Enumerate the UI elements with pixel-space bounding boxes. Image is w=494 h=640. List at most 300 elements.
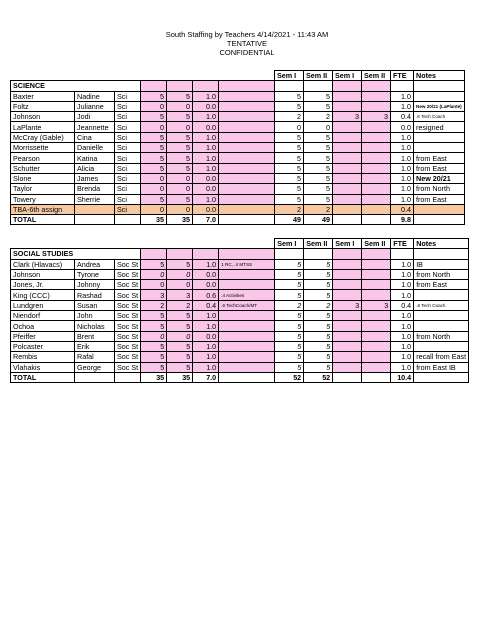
current-note: 1 RC, .4 MTSS	[219, 259, 275, 269]
sem2-new: 5	[304, 153, 333, 163]
last-name: Morrissette	[11, 143, 75, 153]
sem1-other	[333, 269, 362, 279]
fte-current: 1.0	[193, 153, 219, 163]
section-title: SCIENCE	[11, 81, 141, 91]
first-name: Johnny	[75, 280, 115, 290]
sem2-new: 5	[304, 341, 333, 351]
sem1-other	[333, 362, 362, 372]
notes-cell: from North	[414, 331, 469, 341]
fte-current: 0.0	[193, 280, 219, 290]
table-row	[11, 91, 465, 101]
notes-cell	[414, 290, 469, 300]
notes-cell	[414, 341, 469, 351]
sem2-other	[362, 321, 391, 331]
sem1-classes: 5	[141, 321, 167, 331]
current-note	[219, 184, 275, 194]
sem2-classes: 5	[167, 132, 193, 142]
sem2-other	[362, 362, 391, 372]
fte-value: 1.0	[391, 163, 414, 173]
sem1-new: 5	[275, 331, 304, 341]
sem2-other	[362, 91, 391, 101]
fte-current: 1.0	[193, 132, 219, 142]
sem2-other	[362, 163, 391, 173]
science-table	[10, 70, 465, 225]
sem2-new: 2	[304, 112, 333, 122]
current-note	[219, 194, 275, 204]
sem1-new: 5	[275, 173, 304, 183]
last-name: Niendorf	[11, 311, 75, 321]
pink-cell	[141, 81, 167, 91]
section-title: SOCIAL STUDIES	[11, 249, 141, 259]
current-note	[219, 163, 275, 173]
column-header-row	[11, 71, 465, 81]
last-name: LaPlante	[11, 122, 75, 132]
last-name: Rembis	[11, 352, 75, 362]
pink-cell	[167, 81, 193, 91]
column-header: Notes	[414, 239, 469, 249]
table-row	[11, 101, 465, 111]
pink-cell	[333, 81, 362, 91]
sem1-other	[333, 204, 362, 214]
total-sem2-new: 49	[304, 215, 333, 225]
section-title-row	[11, 81, 465, 91]
fte-value: 1.0	[391, 194, 414, 204]
fte-current: 1.0	[193, 143, 219, 153]
sem2-other	[362, 311, 391, 321]
column-header: FTE	[391, 71, 414, 81]
fte-current: 0.0	[193, 331, 219, 341]
table-row	[11, 280, 469, 290]
sem2-classes: 5	[167, 362, 193, 372]
first-name: Nadine	[75, 91, 115, 101]
fte-value: 1.0	[391, 311, 414, 321]
sem2-new: 0	[304, 122, 333, 132]
sem1-new: 5	[275, 143, 304, 153]
sem1-new: 5	[275, 311, 304, 321]
sem1-new: 5	[275, 341, 304, 351]
sem1-classes: 5	[141, 362, 167, 372]
sem2-classes: 5	[167, 311, 193, 321]
fte-current: 1.0	[193, 112, 219, 122]
first-name: Katina	[75, 153, 115, 163]
blank-cell	[193, 71, 219, 81]
empty-cell	[304, 81, 333, 91]
fte-current: 1.0	[193, 311, 219, 321]
sem2-classes: 5	[167, 321, 193, 331]
fte-current: 1.0	[193, 362, 219, 372]
table-row	[11, 122, 465, 132]
sem2-other	[362, 341, 391, 351]
sem2-classes: 2	[167, 300, 193, 310]
sem1-classes: 5	[141, 352, 167, 362]
sem1-other	[333, 290, 362, 300]
sem1-other	[333, 153, 362, 163]
first-name: John	[75, 311, 115, 321]
pink-cell	[167, 249, 193, 259]
sem2-new: 5	[304, 101, 333, 111]
blank-cell	[167, 71, 193, 81]
fte-current: 1.0	[193, 163, 219, 173]
department: Sci	[115, 91, 141, 101]
sem1-new: 5	[275, 91, 304, 101]
sem2-other: 3	[362, 112, 391, 122]
sem2-classes: 0	[167, 122, 193, 132]
notes-cell: from East	[414, 194, 465, 204]
total-sem1: 35	[141, 372, 167, 382]
total-label: TOTAL	[11, 372, 75, 382]
sem2-new: 5	[304, 269, 333, 279]
fte-current: 0.0	[193, 122, 219, 132]
current-note	[219, 91, 275, 101]
sem1-other	[333, 184, 362, 194]
department: Sci	[115, 153, 141, 163]
last-name: Taylor	[11, 184, 75, 194]
sem2-new: 5	[304, 311, 333, 321]
table-row	[11, 259, 469, 269]
fte-value: 0.0	[391, 122, 414, 132]
column-header: Sem I	[333, 239, 362, 249]
last-name: McCray (Gable)	[11, 132, 75, 142]
confidential-label: CONFIDENTIAL	[219, 48, 275, 57]
current-note	[219, 362, 275, 372]
department: Sci	[115, 194, 141, 204]
sem1-other: 3	[333, 112, 362, 122]
fte-value: 1.0	[391, 173, 414, 183]
last-name: Clark (Hlavacs)	[11, 259, 75, 269]
fte-current: 1.0	[193, 194, 219, 204]
empty-cell	[75, 372, 115, 382]
column-header: Sem II	[362, 71, 391, 81]
notes-cell: IB	[414, 259, 469, 269]
sem2-other	[362, 184, 391, 194]
pink-cell	[193, 249, 219, 259]
fte-current: 0.0	[193, 204, 219, 214]
empty-cell	[333, 372, 362, 382]
fte-current: 1.0	[193, 91, 219, 101]
sem1-classes: 0	[141, 204, 167, 214]
current-note	[219, 331, 275, 341]
column-header: Sem II	[304, 239, 333, 249]
current-note	[219, 352, 275, 362]
sem1-other	[333, 101, 362, 111]
current-note	[219, 321, 275, 331]
fte-current: 1.0	[193, 321, 219, 331]
empty-cell	[391, 249, 414, 259]
column-header: Sem I	[333, 71, 362, 81]
sem2-new: 5	[304, 194, 333, 204]
fte-value: 1.0	[391, 259, 414, 269]
department: Sci	[115, 143, 141, 153]
sem1-classes: 5	[141, 132, 167, 142]
sem1-new: 5	[275, 101, 304, 111]
sem2-other	[362, 194, 391, 204]
empty-cell	[219, 215, 275, 225]
department: Soc St	[115, 331, 141, 341]
sem1-classes: 5	[141, 112, 167, 122]
total-fte-current: 7.0	[193, 215, 219, 225]
first-name: James	[75, 173, 115, 183]
pink-cell	[219, 81, 275, 91]
sem1-other	[333, 132, 362, 142]
last-name: TBA-6th assign	[11, 204, 75, 214]
sem1-classes: 3	[141, 290, 167, 300]
last-name: Johnson	[11, 112, 75, 122]
fte-current: 1.0	[193, 352, 219, 362]
notes-cell: recall from East	[414, 352, 469, 362]
sem1-classes: 5	[141, 311, 167, 321]
notes-cell: .6 Tech Coach	[414, 112, 465, 122]
sem1-new: 5	[275, 194, 304, 204]
fte-current: 0.0	[193, 184, 219, 194]
sem1-new: 5	[275, 352, 304, 362]
table-row	[11, 194, 465, 204]
sem2-new: 5	[304, 184, 333, 194]
total-sem1-new: 52	[275, 372, 304, 382]
empty-cell	[362, 372, 391, 382]
blank-cell	[167, 239, 193, 249]
sem2-classes: 5	[167, 153, 193, 163]
blank-cell	[115, 239, 141, 249]
last-name: Slone	[11, 173, 75, 183]
table-row	[11, 331, 469, 341]
department: Soc St	[115, 290, 141, 300]
sem2-new: 2	[304, 204, 333, 214]
blank-cell	[75, 239, 115, 249]
notes-cell: from North	[414, 184, 465, 194]
empty-cell	[219, 372, 275, 382]
social-studies-table	[10, 238, 469, 383]
fte-current: 0.4	[193, 300, 219, 310]
notes-cell	[414, 311, 469, 321]
department: Sci	[115, 112, 141, 122]
blank-cell	[193, 239, 219, 249]
fte-value: 1.0	[391, 132, 414, 142]
fte-value: 1.0	[391, 101, 414, 111]
notes-cell: .6 Tech Coach	[414, 300, 469, 310]
sem1-classes: 0	[141, 269, 167, 279]
total-sem2: 35	[167, 372, 193, 382]
empty-cell	[414, 249, 469, 259]
sem2-classes: 5	[167, 91, 193, 101]
empty-cell	[115, 372, 141, 382]
total-sem2-new: 52	[304, 372, 333, 382]
column-header: Notes	[414, 71, 465, 81]
notes-cell	[414, 132, 465, 142]
last-name: Schutter	[11, 163, 75, 173]
last-name: King (CCC)	[11, 290, 75, 300]
current-note	[219, 143, 275, 153]
department: Soc St	[115, 352, 141, 362]
last-name: Baxter	[11, 91, 75, 101]
first-name: Jodi	[75, 112, 115, 122]
blank-cell	[11, 71, 75, 81]
table-row	[11, 153, 465, 163]
sem2-classes: 5	[167, 112, 193, 122]
notes-cell: resigned	[414, 122, 465, 132]
fte-current: 1.0	[193, 259, 219, 269]
first-name: Brenda	[75, 184, 115, 194]
sem1-classes: 5	[141, 341, 167, 351]
sem1-new: 5	[275, 153, 304, 163]
table-row	[11, 143, 465, 153]
empty-cell	[75, 215, 115, 225]
department: Soc St	[115, 362, 141, 372]
sem1-new: 2	[275, 204, 304, 214]
pink-cell	[141, 249, 167, 259]
sem2-classes: 0	[167, 269, 193, 279]
blank-cell	[115, 71, 141, 81]
fte-value: 1.0	[391, 143, 414, 153]
last-name: Polcaster	[11, 341, 75, 351]
fte-value: 1.0	[391, 352, 414, 362]
total-fte: 10.4	[391, 372, 414, 382]
sem2-classes: 0	[167, 204, 193, 214]
fte-value: 0.4	[391, 300, 414, 310]
department: Soc St	[115, 311, 141, 321]
first-name: Sherrie	[75, 194, 115, 204]
empty-cell	[391, 81, 414, 91]
first-name: Jeannette	[75, 122, 115, 132]
total-sem2: 35	[167, 215, 193, 225]
table-row	[11, 269, 469, 279]
sem1-classes: 5	[141, 194, 167, 204]
sem1-classes: 0	[141, 280, 167, 290]
total-label: TOTAL	[11, 215, 75, 225]
fte-current: 0.0	[193, 173, 219, 183]
sem2-new: 5	[304, 280, 333, 290]
sem2-new: 5	[304, 259, 333, 269]
last-name: Lundgren	[11, 300, 75, 310]
table-row	[11, 204, 465, 214]
sem2-other	[362, 173, 391, 183]
first-name: Brent	[75, 331, 115, 341]
sem1-new: 5	[275, 259, 304, 269]
fte-value: 0.4	[391, 112, 414, 122]
sem1-other	[333, 259, 362, 269]
current-note: .4 Activities	[219, 290, 275, 300]
sem1-classes: 5	[141, 259, 167, 269]
sem1-new: 5	[275, 362, 304, 372]
sem2-classes: 5	[167, 163, 193, 173]
sem1-new: 5	[275, 321, 304, 331]
total-sem1: 35	[141, 215, 167, 225]
total-fte: 9.8	[391, 215, 414, 225]
sem1-classes: 5	[141, 153, 167, 163]
sem1-classes: 2	[141, 300, 167, 310]
sem2-classes: 5	[167, 194, 193, 204]
last-name: Pfeiffer	[11, 331, 75, 341]
sem2-classes: 5	[167, 259, 193, 269]
sem1-other	[333, 321, 362, 331]
sem1-other	[333, 143, 362, 153]
report-title	[0, 30, 494, 57]
sem2-other	[362, 290, 391, 300]
blank-cell	[75, 71, 115, 81]
current-note	[219, 112, 275, 122]
table-row	[11, 173, 465, 183]
notes-cell: from East	[414, 163, 465, 173]
current-note	[219, 311, 275, 321]
department: Sci	[115, 132, 141, 142]
department: Sci	[115, 184, 141, 194]
sem1-classes: 0	[141, 122, 167, 132]
sem1-classes: 5	[141, 163, 167, 173]
sem2-new: 5	[304, 91, 333, 101]
sem2-new: 5	[304, 163, 333, 173]
sem1-classes: 0	[141, 184, 167, 194]
pink-cell	[362, 249, 391, 259]
sem2-other	[362, 352, 391, 362]
first-name: Alicia	[75, 163, 115, 173]
empty-cell	[414, 81, 465, 91]
fte-current: 0.0	[193, 269, 219, 279]
current-note	[219, 280, 275, 290]
sem1-new: 5	[275, 132, 304, 142]
blank-cell	[219, 71, 275, 81]
total-row	[11, 215, 465, 225]
current-note	[219, 341, 275, 351]
column-header: Sem I	[275, 71, 304, 81]
blank-cell	[11, 239, 75, 249]
first-name: Rafal	[75, 352, 115, 362]
sem1-other	[333, 280, 362, 290]
tentative-label: TENTATIVE	[226, 39, 268, 48]
notes-cell: from East IB	[414, 362, 469, 372]
current-note	[219, 101, 275, 111]
pink-cell	[193, 81, 219, 91]
sem2-new: 5	[304, 173, 333, 183]
sem2-classes: 3	[167, 290, 193, 300]
table-row	[11, 300, 469, 310]
fte-value: 1.0	[391, 362, 414, 372]
current-note	[219, 204, 275, 214]
sem1-other: 3	[333, 300, 362, 310]
sem2-new: 5	[304, 352, 333, 362]
notes-cell	[414, 204, 465, 214]
blank-cell	[219, 239, 275, 249]
blank-cell	[141, 71, 167, 81]
sem1-new: 2	[275, 112, 304, 122]
sem1-classes: 0	[141, 331, 167, 341]
sem2-new: 5	[304, 321, 333, 331]
notes-cell: New 20/21	[414, 173, 465, 183]
first-name: Rashad	[75, 290, 115, 300]
department: Soc St	[115, 259, 141, 269]
current-note	[219, 269, 275, 279]
sem2-other	[362, 122, 391, 132]
fte-value: 1.0	[391, 153, 414, 163]
sem1-other	[333, 352, 362, 362]
total-fte-current: 7.0	[193, 372, 219, 382]
fte-value: 1.0	[391, 184, 414, 194]
table-row	[11, 132, 465, 142]
sem2-classes: 5	[167, 143, 193, 153]
last-name: Towery	[11, 194, 75, 204]
table-row	[11, 352, 469, 362]
first-name: Nicholas	[75, 321, 115, 331]
empty-cell	[333, 215, 362, 225]
table-row	[11, 311, 469, 321]
sem1-new: 5	[275, 184, 304, 194]
sem1-other	[333, 194, 362, 204]
sem2-other	[362, 280, 391, 290]
first-name: Julianne	[75, 101, 115, 111]
column-header: Sem II	[362, 239, 391, 249]
total-row	[11, 372, 469, 382]
fte-value: 1.0	[391, 321, 414, 331]
sem1-other	[333, 311, 362, 321]
sem1-new: 5	[275, 269, 304, 279]
